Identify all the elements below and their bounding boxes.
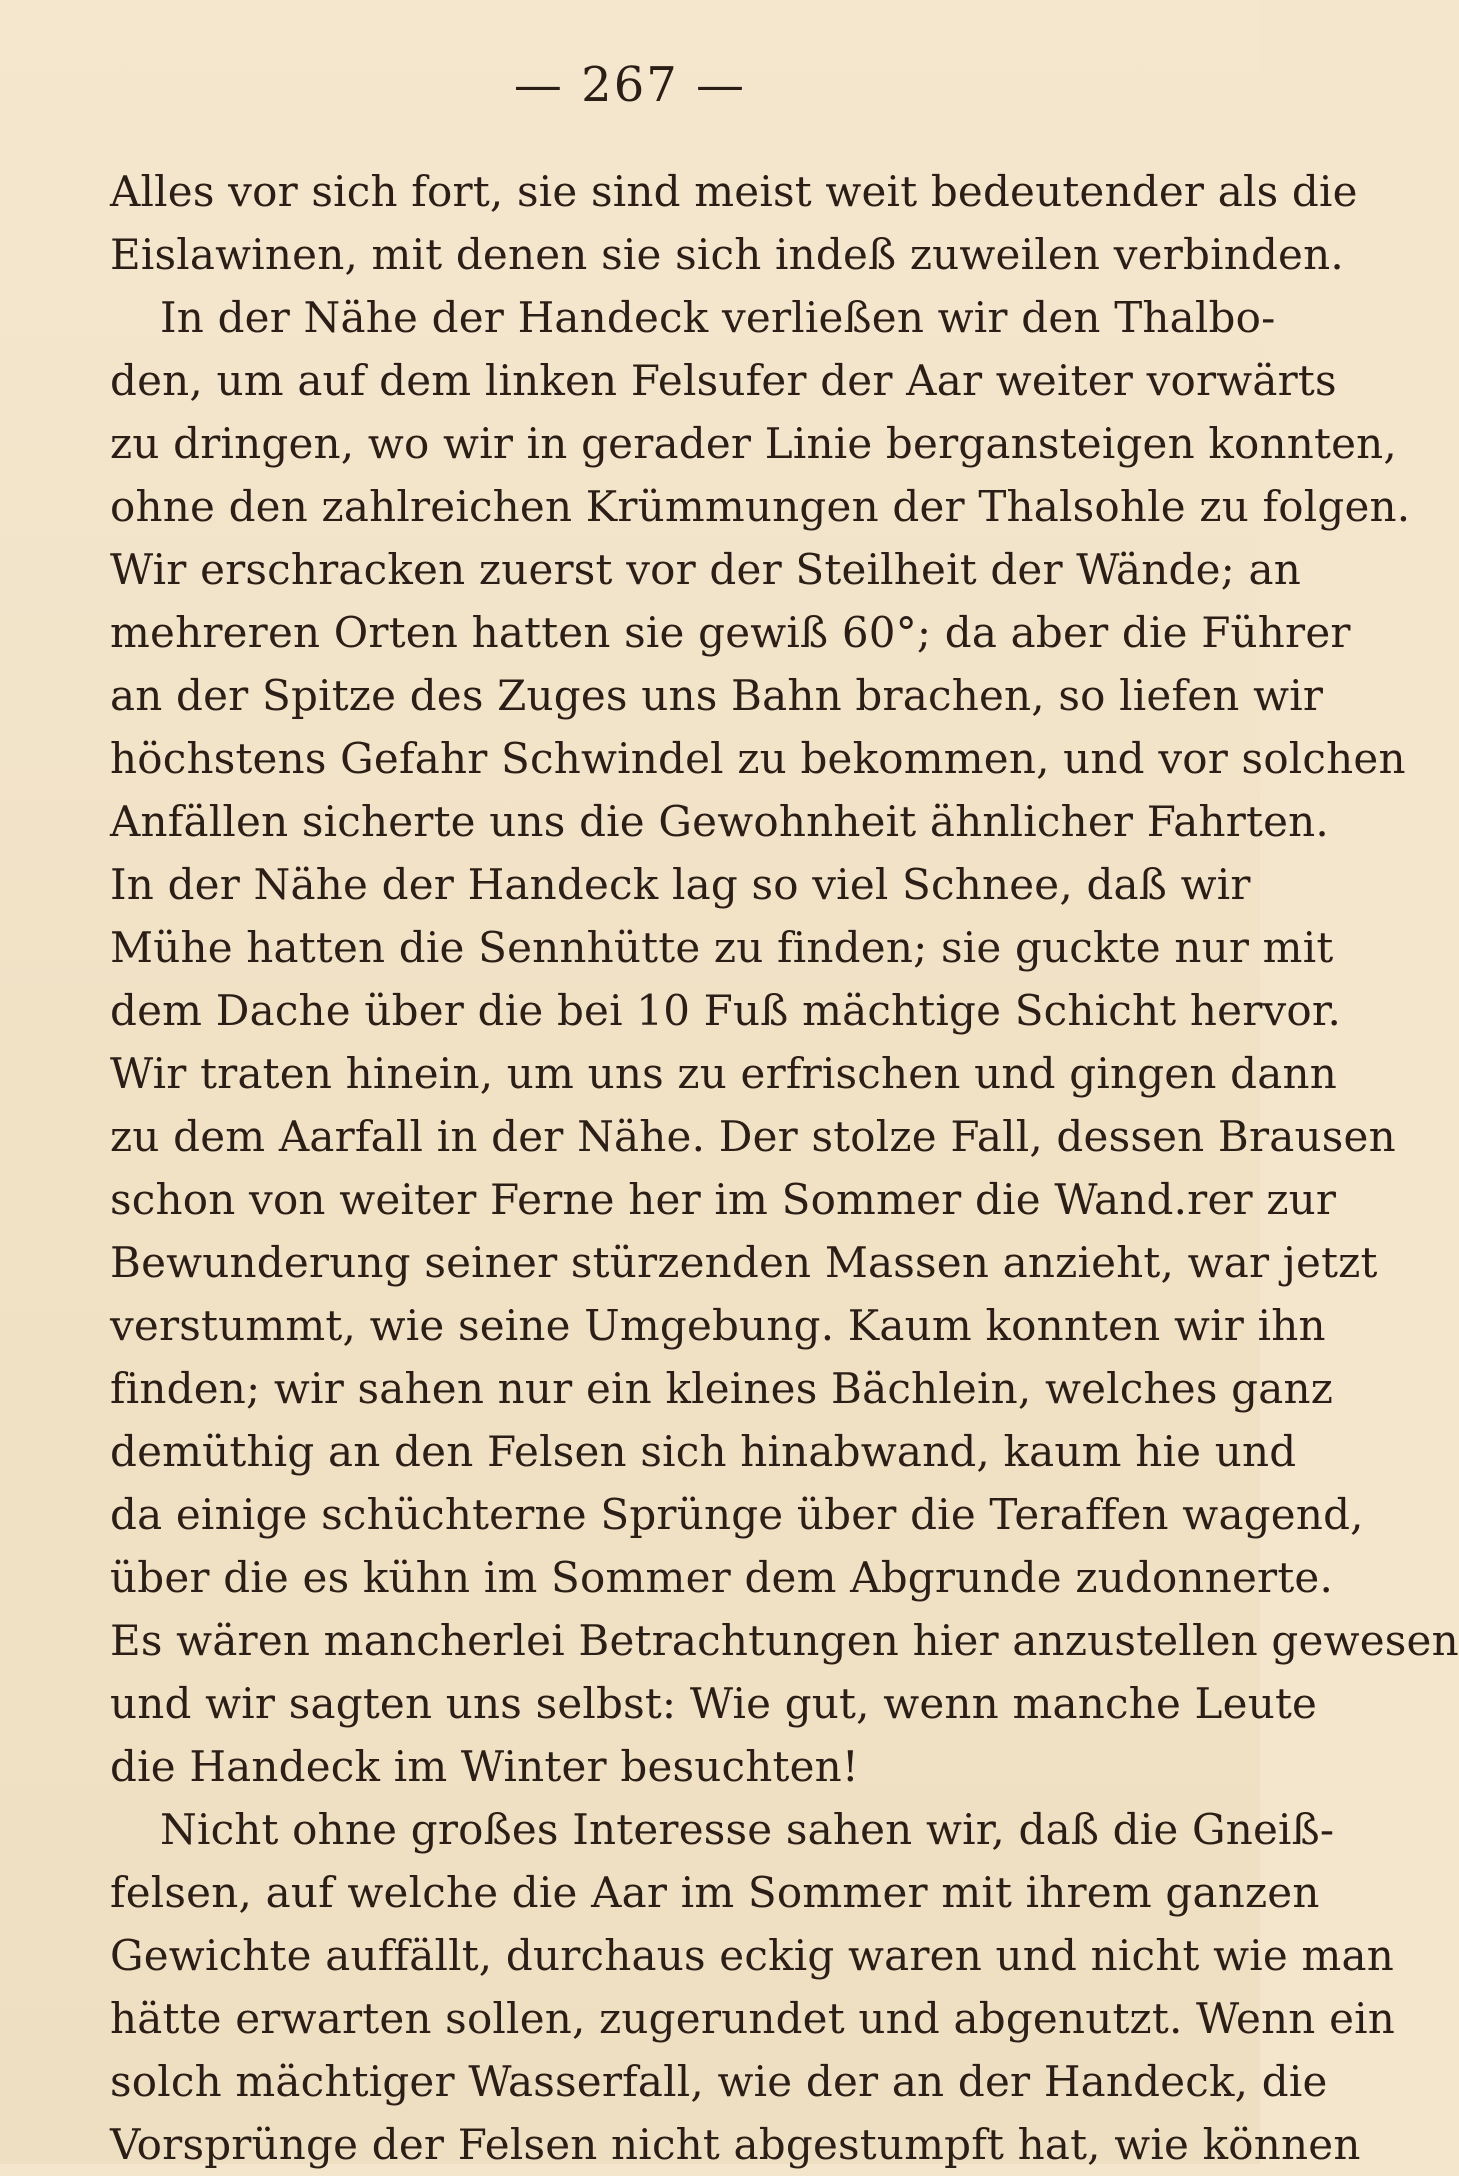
text-line: Vorsprünge der Felsen nicht abgestumpft hat, wie können: [110, 2120, 1361, 2169]
text-line: Wir traten hinein, um uns zu erfrischen und gingen dann: [110, 1049, 1337, 1098]
page-number: — 267 —: [513, 57, 747, 113]
text-line: In der Nähe der Handeck verließen wir den Thalbo-: [160, 293, 1276, 342]
text-line: finden; wir sahen nur ein kleines Bächlein, welches ganz: [110, 1364, 1334, 1413]
text-line: Bewunderung seiner stürzenden Massen anzieht, war jetzt: [110, 1238, 1378, 1287]
text-line: mehreren Orten hatten sie gewiß 60°; da aber die Führer: [110, 608, 1351, 657]
text-line: schon von weiter Ferne her im Sommer die Wand.rer zur: [110, 1175, 1337, 1224]
text-line: zu dringen, wo wir in gerader Linie bergansteigen konnten,: [110, 419, 1397, 468]
text-line: demüthig an den Felsen sich hinabwand, kaum hie und: [110, 1427, 1297, 1476]
text-line: Alles vor sich fort, sie sind meist weit bedeutender als die: [110, 167, 1358, 216]
text-line: Nicht ohne großes Interesse sahen wir, daß die Gneiß-: [160, 1805, 1335, 1854]
text-line: dem Dache über die bei 10 Fuß mächtige Schicht hervor.: [110, 986, 1342, 1035]
text-line: Eislawinen, mit denen sie sich indeß zuweilen verbinden.: [110, 230, 1344, 279]
text-line: verstummt, wie seine Umgebung. Kaum konnten wir ihn: [110, 1301, 1326, 1350]
text-line: den, um auf dem linken Felsufer der Aar weiter vorwärts: [110, 356, 1337, 405]
text-line: Es wären mancherlei Betrachtungen hier anzustellen gewesen: [110, 1616, 1459, 1665]
text-line: über die es kühn im Sommer dem Abgrunde zudonnerte.: [110, 1553, 1334, 1602]
text-line: Wir erschracken zuerst vor der Steilheit der Wände; an: [110, 545, 1302, 594]
text-line: Mühe hatten die Sennhütte zu finden; sie guckte nur mit: [110, 923, 1334, 972]
text-line: Anfällen sicherte uns die Gewohnheit ähnlicher Fahrten.: [110, 797, 1329, 846]
text-line: höchstens Gefahr Schwindel zu bekommen, und vor solchen: [110, 734, 1406, 783]
text-line: solch mächtiger Wasserfall, wie der an der Handeck, die: [110, 2057, 1328, 2106]
body-text: [110, 160, 1459, 2176]
text-line: ohne den zahlreichen Krümmungen der Thalsohle zu folgen.: [110, 482, 1411, 531]
text-line: da einige schüchterne Sprünge über die Teraffen wagend,: [110, 1490, 1364, 1539]
text-line: zu dem Aarfall in der Nähe. Der stolze Fall, dessen Brausen: [110, 1112, 1396, 1161]
text-line: In der Nähe der Handeck lag so viel Schnee, daß wir: [110, 860, 1251, 909]
text-line: die Handeck im Winter besuchten!: [110, 1742, 859, 1791]
text-line: und wir sagten uns selbst: Wie gut, wenn manche Leute: [110, 1679, 1318, 1728]
text-line: felsen, auf welche die Aar im Sommer mit ihrem ganzen: [110, 1868, 1320, 1917]
text-line: hätte erwarten sollen, zugerundet und abgenutzt. Wenn ein: [110, 1994, 1396, 2043]
text-line: Gewichte auffällt, durchaus eckig waren und nicht wie man: [110, 1931, 1395, 1980]
text-line: an der Spitze des Zuges uns Bahn brachen, so liefen wir: [110, 671, 1324, 720]
